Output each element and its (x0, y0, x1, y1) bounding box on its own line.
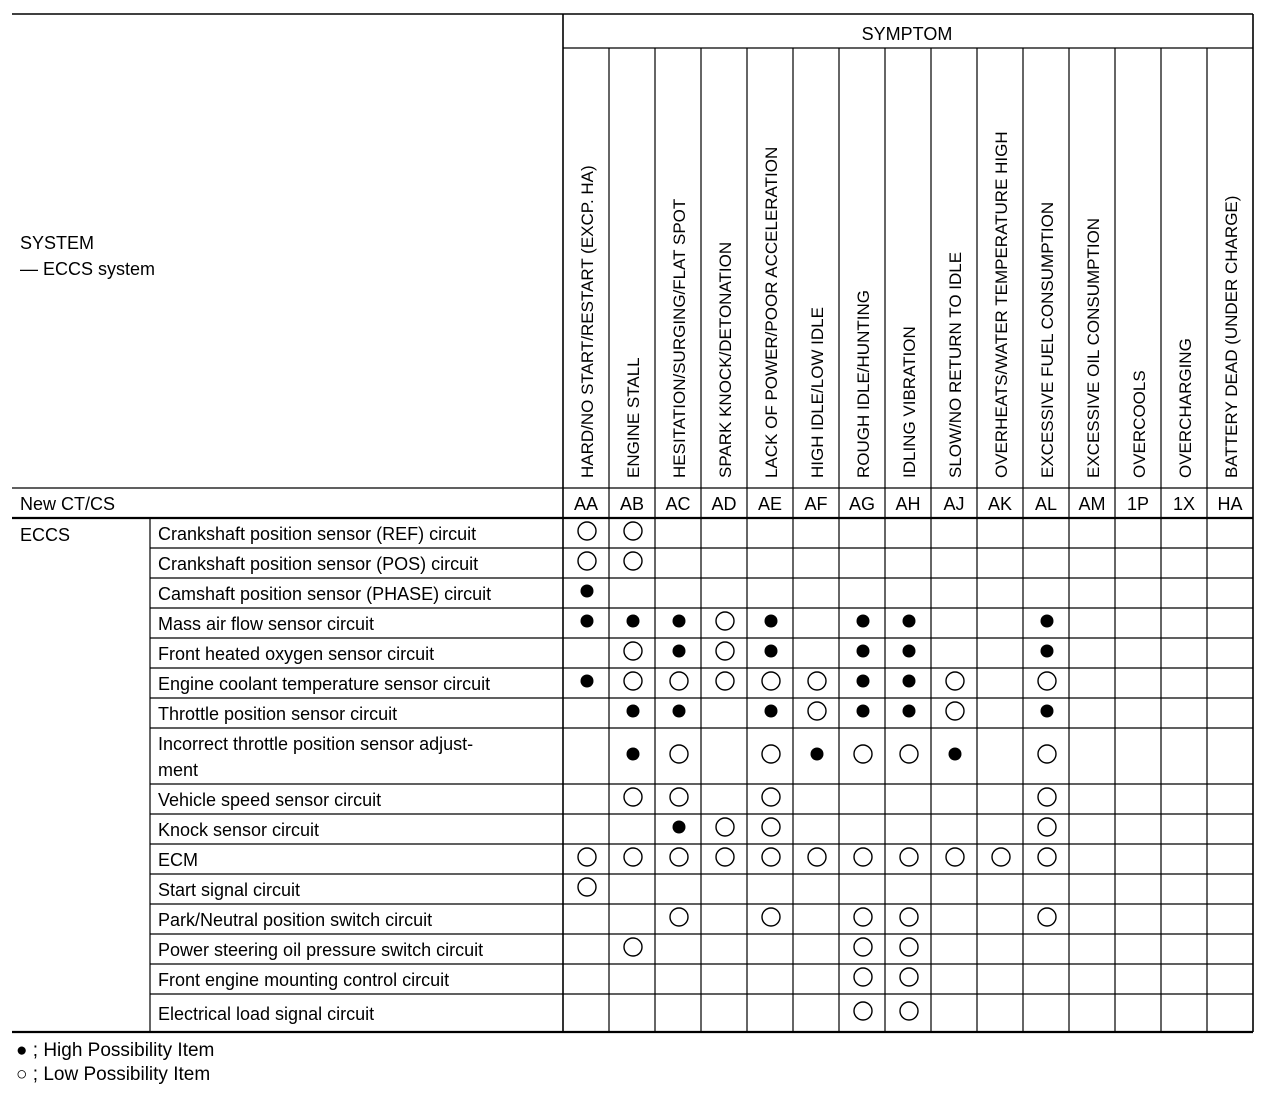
system-label: SYSTEM (20, 233, 95, 253)
low-possibility-mark (716, 672, 734, 690)
high-possibility-mark (627, 705, 640, 718)
low-possibility-mark (808, 702, 826, 720)
low-possibility-mark (624, 552, 642, 570)
symptom-header: HARD/NO START/RESTART (EXCP. HA) (578, 165, 597, 478)
symptom-header: SLOW/NO RETURN TO IDLE (946, 251, 965, 478)
low-possibility-mark (900, 1002, 918, 1020)
low-possibility-mark (624, 672, 642, 690)
symptom-code: AF (804, 494, 828, 514)
low-possibility-mark (670, 672, 688, 690)
symptom-code: 1X (1172, 494, 1196, 514)
high-possibility-mark (1041, 705, 1054, 718)
low-possibility-mark (854, 968, 872, 986)
row-label: Throttle position sensor circuit (158, 704, 398, 724)
low-possibility-mark (762, 745, 780, 763)
high-possibility-mark (903, 675, 916, 688)
low-possibility-mark (946, 848, 964, 866)
high-possibility-mark (949, 748, 962, 761)
high-possibility-mark (765, 645, 778, 658)
symptom-header: EXCESSIVE OIL CONSUMPTION (1084, 217, 1103, 478)
low-possibility-mark (946, 672, 964, 690)
row-label: Mass air flow sensor circuit (158, 614, 375, 634)
low-possibility-mark (854, 1002, 872, 1020)
high-possibility-mark (857, 675, 870, 688)
row-label: Camshaft position sensor (PHASE) circuit (158, 584, 492, 604)
symptom-title: SYMPTOM (861, 24, 953, 44)
low-possibility-mark (1038, 788, 1056, 806)
symptom-header: LACK OF POWER/POOR ACCELERATION (762, 146, 781, 478)
low-possibility-mark (624, 788, 642, 806)
low-possibility-mark (900, 848, 918, 866)
low-possibility-mark (946, 702, 964, 720)
symptom-headers (578, 131, 1241, 478)
symptom-header: SPARK KNOCK/DETONATION (716, 241, 735, 478)
row-label: Front heated oxygen sensor circuit (158, 644, 435, 664)
high-possibility-mark (903, 645, 916, 658)
legend-high (16, 1040, 214, 1062)
high-possibility-mark (581, 615, 594, 628)
high-possibility-mark (673, 821, 686, 834)
low-possibility-mark (1038, 745, 1056, 763)
low-possibility-mark (670, 745, 688, 763)
high-possibility-mark (673, 705, 686, 718)
row-label: Start signal circuit (158, 880, 301, 900)
high-possibility-mark (765, 615, 778, 628)
low-possibility-icon: ○ (16, 1064, 28, 1085)
row-label: ment (158, 760, 199, 780)
high-possibility-mark (1041, 615, 1054, 628)
high-possibility-mark (765, 705, 778, 718)
low-possibility-mark (762, 788, 780, 806)
row-label: Electrical load signal circuit (158, 1004, 375, 1024)
low-possibility-mark (854, 908, 872, 926)
row-label: Park/Neutral position switch circuit (158, 910, 433, 930)
possibility-marks (578, 522, 1056, 1020)
low-possibility-mark (716, 642, 734, 660)
system-subtitle: — ECCS system (20, 259, 156, 279)
low-possibility-mark (808, 672, 826, 690)
row-labels (158, 524, 491, 1024)
low-possibility-mark (578, 848, 596, 866)
low-possibility-mark (762, 848, 780, 866)
high-possibility-mark (903, 615, 916, 628)
symptom-header: HIGH IDLE/LOW IDLE (808, 307, 827, 478)
low-possibility-mark (992, 848, 1010, 866)
low-possibility-mark (624, 642, 642, 660)
symptom-code: AC (665, 494, 691, 514)
high-possibility-mark (857, 705, 870, 718)
low-possibility-mark (716, 612, 734, 630)
legend-low (16, 1064, 210, 1086)
high-possibility-mark (673, 615, 686, 628)
low-possibility-mark (1038, 848, 1056, 866)
symptom-code: AL (1034, 494, 1058, 514)
legend-high-text: ; High Possibility Item (32, 1040, 215, 1061)
low-possibility-mark (1038, 908, 1056, 926)
high-possibility-mark (1041, 645, 1054, 658)
low-possibility-mark (854, 848, 872, 866)
low-possibility-mark (900, 938, 918, 956)
row-label: Crankshaft position sensor (REF) circuit (158, 524, 477, 544)
symptom-code: AE (757, 494, 783, 514)
high-possibility-mark (857, 615, 870, 628)
row-label: ECM (158, 850, 198, 870)
low-possibility-mark (578, 878, 596, 896)
symptom-header: ENGINE STALL (624, 357, 643, 478)
high-possibility-mark (811, 748, 824, 761)
symptom-header: OVERCHARGING (1176, 338, 1195, 478)
low-possibility-mark (900, 908, 918, 926)
low-possibility-mark (578, 522, 596, 540)
low-possibility-mark (624, 522, 642, 540)
symptom-code: AM (1078, 494, 1106, 514)
high-possibility-mark (673, 645, 686, 658)
symptom-header: IDLING VIBRATION (900, 326, 919, 478)
low-possibility-mark (900, 745, 918, 763)
low-possibility-mark (762, 672, 780, 690)
low-possibility-mark (670, 908, 688, 926)
symptom-header: OVERHEATS/WATER TEMPERATURE HIGH (992, 131, 1011, 478)
row-label: Vehicle speed sensor circuit (158, 790, 382, 810)
low-possibility-mark (716, 848, 734, 866)
symptom-code: AD (711, 494, 737, 514)
row-label: Incorrect throttle position sensor adjust- (158, 734, 474, 754)
low-possibility-mark (624, 848, 642, 866)
symptom-header: EXCESSIVE FUEL CONSUMPTION (1038, 201, 1057, 478)
low-possibility-mark (670, 848, 688, 866)
low-possibility-mark (624, 938, 642, 956)
high-possibility-mark (627, 748, 640, 761)
high-possibility-mark (903, 705, 916, 718)
symptom-codes (574, 494, 1243, 514)
low-possibility-mark (854, 745, 872, 763)
symptom-code: AK (987, 494, 1013, 514)
low-possibility-mark (900, 968, 918, 986)
high-possibility-mark (581, 585, 594, 598)
row-label: Power steering oil pressure switch circuit (158, 940, 484, 960)
low-possibility-mark (1038, 672, 1056, 690)
symptom-header: HESITATION/SURGING/FLAT SPOT (670, 198, 689, 478)
symptom-code: AJ (943, 494, 965, 514)
low-possibility-mark (578, 552, 596, 570)
low-possibility-mark (762, 818, 780, 836)
symptom-code: AG (848, 494, 876, 514)
new-ctcs-label: New CT/CS (20, 494, 116, 514)
symptom-header: BATTERY DEAD (UNDER CHARGE) (1222, 195, 1241, 478)
row-label: Engine coolant temperature sensor circuit (158, 674, 491, 694)
high-possibility-mark (627, 615, 640, 628)
low-possibility-mark (716, 818, 734, 836)
symptom-code: AA (573, 494, 599, 514)
symptom-code: 1P (1126, 494, 1150, 514)
symptom-code: AH (895, 494, 921, 514)
high-possibility-mark (857, 645, 870, 658)
low-possibility-mark (854, 938, 872, 956)
symptom-code: AB (619, 494, 645, 514)
symptom-header: ROUGH IDLE/HUNTING (854, 290, 873, 478)
low-possibility-mark (670, 788, 688, 806)
high-possibility-icon: ● (16, 1040, 28, 1061)
high-possibility-mark (581, 675, 594, 688)
symptom-code: HA (1217, 494, 1243, 514)
row-label: Knock sensor circuit (158, 820, 320, 840)
row-label: Crankshaft position sensor (POS) circuit (158, 554, 479, 574)
symptom-header: OVERCOOLS (1130, 370, 1149, 478)
low-possibility-mark (808, 848, 826, 866)
row-label: Front engine mounting control circuit (158, 970, 450, 990)
low-possibility-mark (1038, 818, 1056, 836)
low-possibility-mark (762, 908, 780, 926)
eccs-group-label: ECCS (20, 525, 71, 545)
legend-low-text: ; Low Possibility Item (32, 1064, 211, 1085)
